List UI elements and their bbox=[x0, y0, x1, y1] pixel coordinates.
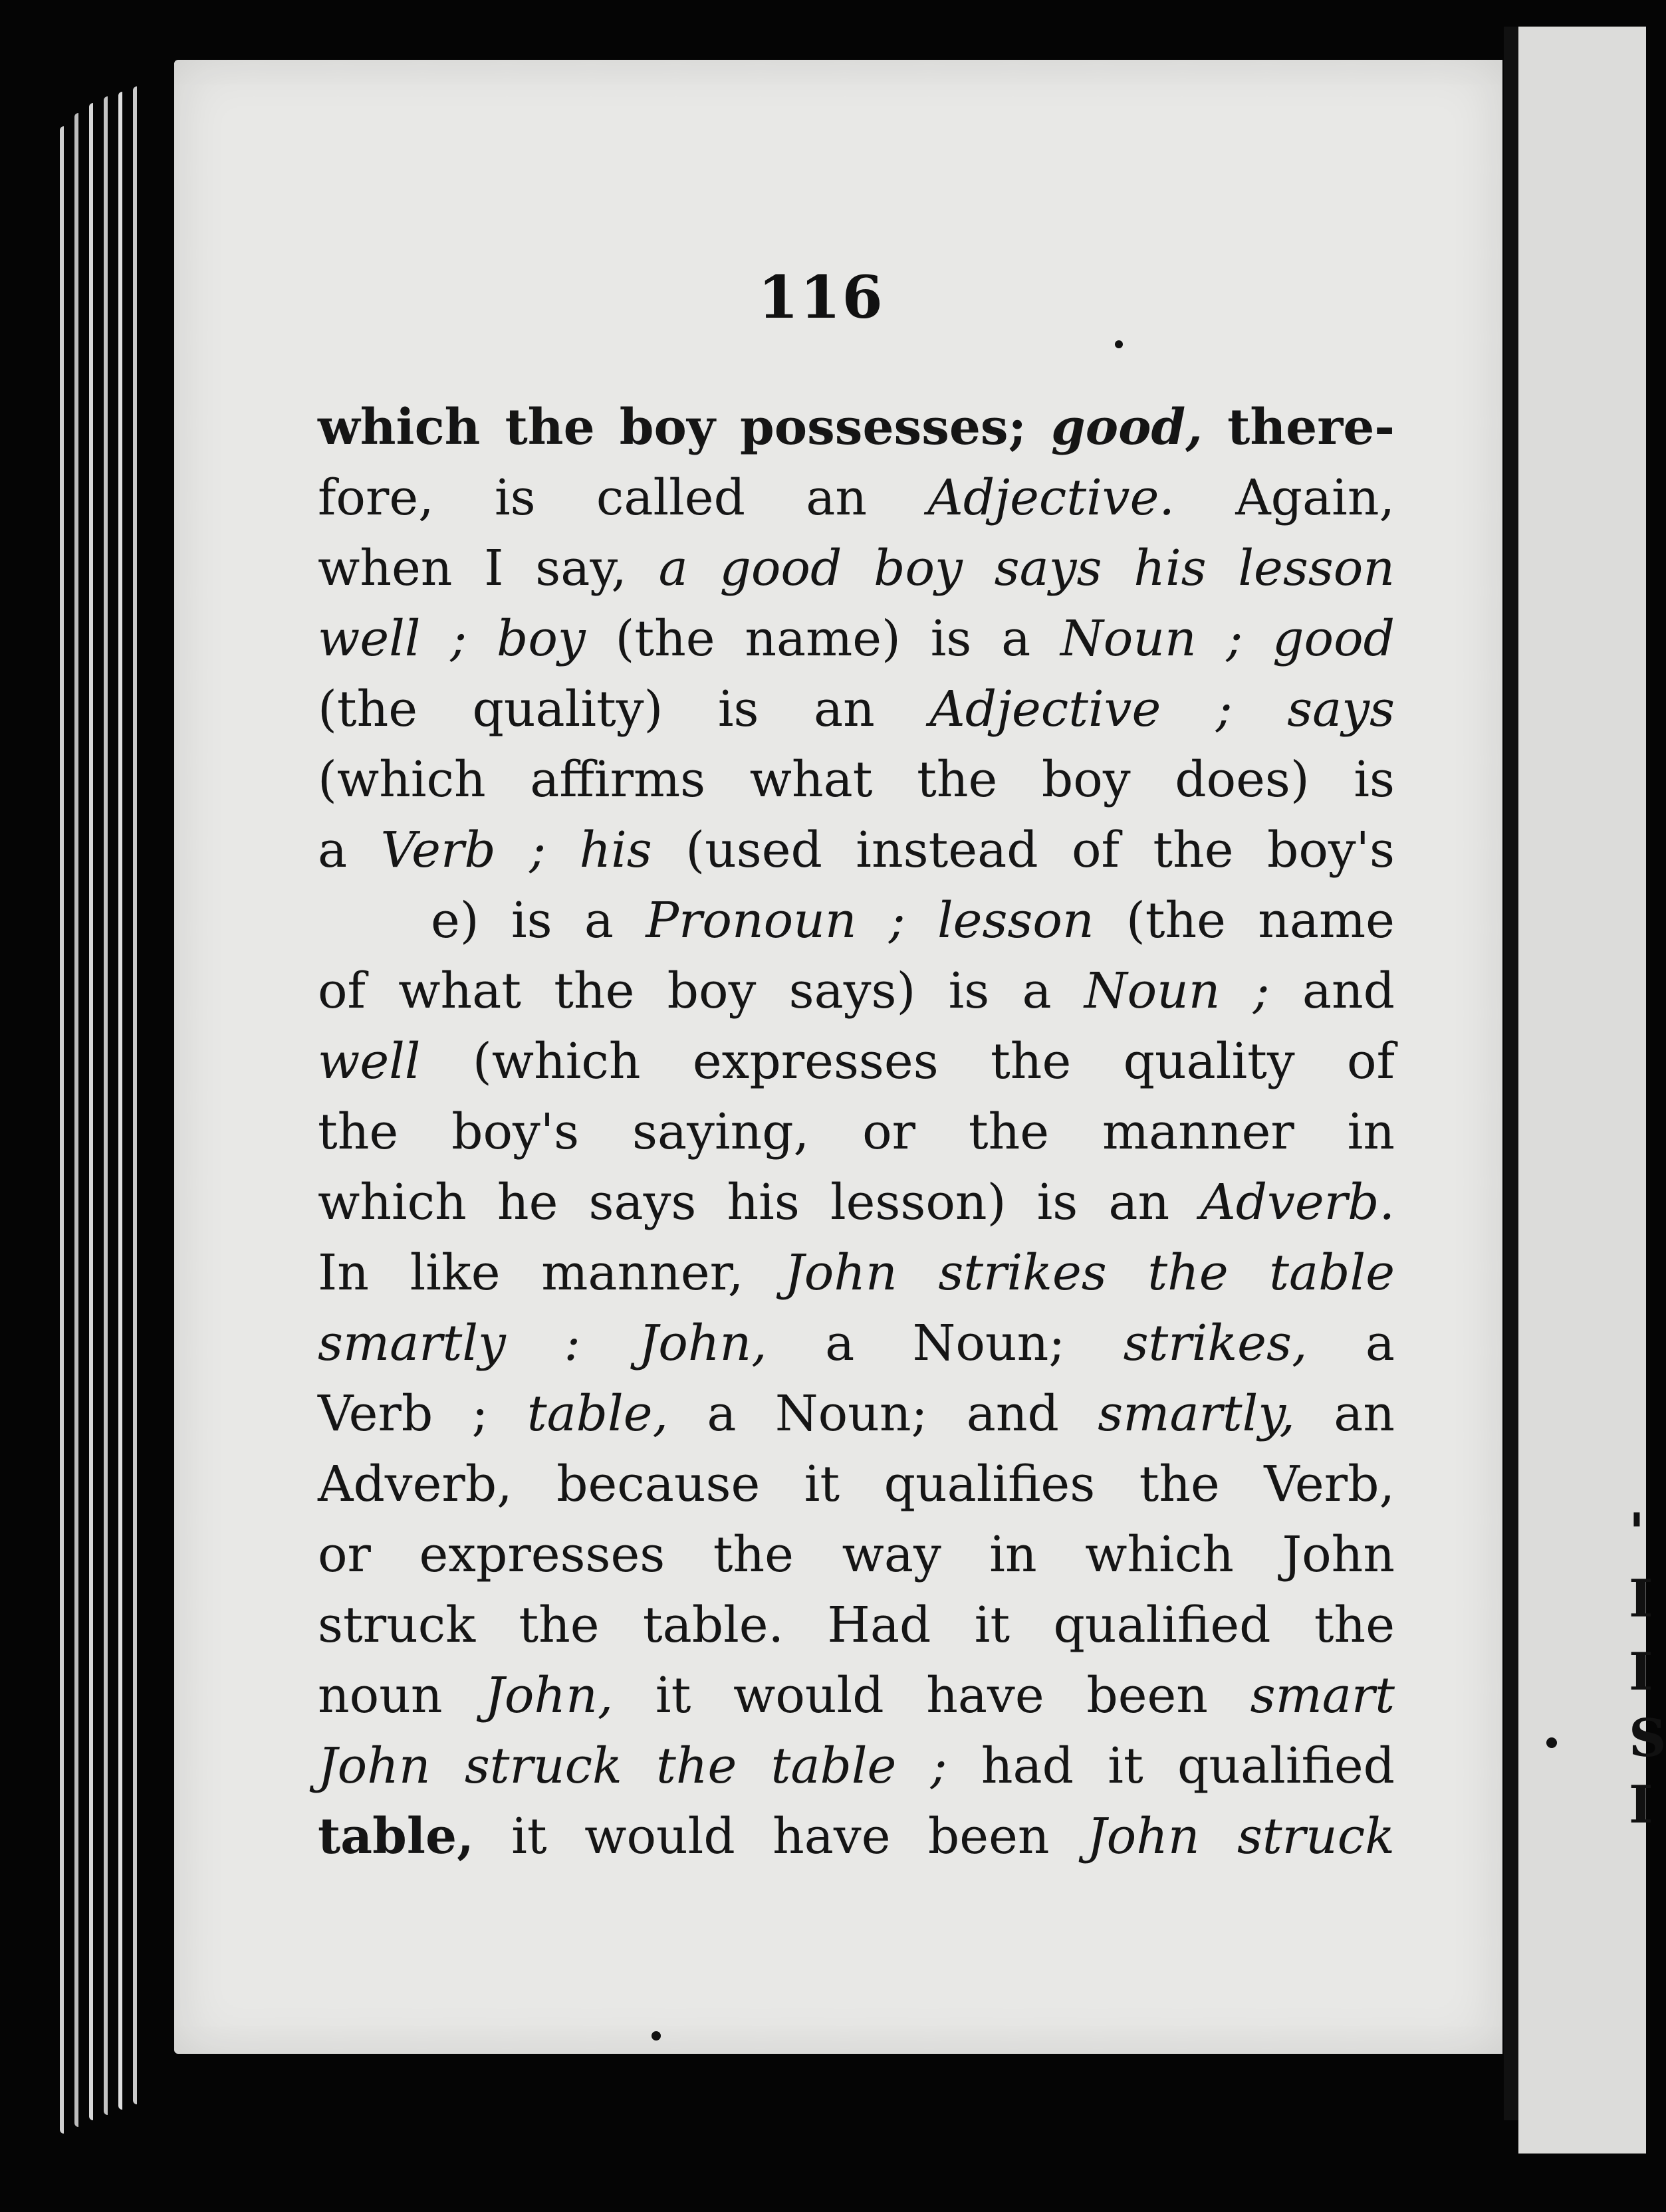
text-segment: a good boy says his lesson bbox=[658, 540, 1395, 597]
page-edge bbox=[133, 86, 137, 2104]
text-segment: John, bbox=[485, 1667, 614, 1724]
text-segment: there- bbox=[1203, 399, 1395, 456]
ink-dot bbox=[652, 2031, 661, 2041]
facing-page bbox=[1518, 27, 1646, 2154]
text-segment: of what the boy says) is a bbox=[318, 962, 1084, 1020]
text-segment: a bbox=[1307, 1315, 1395, 1372]
text-segment: John struck bbox=[1086, 1808, 1395, 1865]
text-line bbox=[318, 1660, 1395, 1731]
text-segment: Adverb. bbox=[1200, 1174, 1395, 1231]
text-segment: the boy's saying, or the manner in bbox=[318, 1103, 1395, 1161]
text-line bbox=[318, 1379, 1395, 1449]
text-line bbox=[318, 674, 1395, 744]
text-segment: (the quality) is an bbox=[318, 681, 930, 738]
text-segment: Verb ; his bbox=[380, 822, 652, 879]
text-segment: Again, bbox=[1174, 469, 1395, 526]
text-line bbox=[318, 956, 1395, 1026]
text-line bbox=[318, 1519, 1395, 1590]
text-segment: which the boy possesses; bbox=[318, 399, 1052, 456]
facing-page-glyph: ' bbox=[1629, 1502, 1645, 1563]
text-segment: well ; bbox=[318, 610, 467, 667]
text-segment: table, bbox=[318, 1808, 474, 1865]
page-edge bbox=[74, 113, 78, 2127]
text-line bbox=[318, 1097, 1395, 1167]
text-line bbox=[318, 744, 1395, 815]
text-segment: it would have been bbox=[613, 1667, 1250, 1724]
text-line bbox=[318, 392, 1395, 463]
text-line bbox=[318, 1731, 1395, 1801]
text-segment: boy bbox=[496, 610, 586, 667]
text-line bbox=[318, 604, 1395, 674]
facing-page-glyph: I bbox=[1629, 1642, 1653, 1702]
text-segment: smartly : bbox=[318, 1315, 581, 1372]
text-segment: when I say, bbox=[318, 540, 659, 597]
text-line bbox=[318, 1801, 1395, 1872]
text-segment: Adjective. bbox=[927, 469, 1175, 526]
text-segment: smartly, bbox=[1098, 1385, 1295, 1442]
text-segment: a Noun; bbox=[767, 1315, 1124, 1372]
text-segment: e) is a bbox=[431, 892, 646, 949]
text-segment: Adjective ; says bbox=[929, 681, 1395, 738]
page-edge bbox=[118, 92, 122, 2110]
text-segment: Verb ; bbox=[318, 1385, 527, 1442]
text-segment: well bbox=[318, 1033, 421, 1090]
text-line bbox=[318, 1167, 1395, 1238]
text-segment: smart bbox=[1250, 1667, 1395, 1724]
text-segment: strikes, bbox=[1123, 1315, 1308, 1372]
text-line bbox=[318, 1590, 1395, 1660]
text-segment: (the name bbox=[1094, 892, 1395, 949]
page-number: 116 bbox=[758, 263, 884, 332]
text-segment bbox=[580, 1315, 638, 1372]
text-segment: Noun ; good bbox=[1060, 610, 1395, 667]
text-line bbox=[318, 1026, 1395, 1097]
text-segment: which he says his lesson) is an bbox=[318, 1174, 1201, 1231]
text-segment: John, bbox=[638, 1315, 767, 1372]
text-line bbox=[318, 1238, 1395, 1308]
text-segment: good, bbox=[1051, 399, 1203, 456]
body-text bbox=[318, 392, 1395, 1872]
facing-page-dot bbox=[1546, 1737, 1557, 1748]
page-edge bbox=[89, 103, 93, 2120]
facing-page-glyph: S bbox=[1629, 1708, 1666, 1769]
text-segment: an bbox=[1294, 1385, 1395, 1442]
facing-page-glyph: I bbox=[1629, 1775, 1653, 1835]
text-segment: John strikes the table bbox=[784, 1244, 1395, 1301]
text-segment: John struck the table ; bbox=[318, 1737, 947, 1795]
text-segment: table, bbox=[527, 1385, 669, 1442]
text-segment: (the name) is a bbox=[585, 610, 1061, 667]
text-segment: (used instead of the boy's bbox=[652, 822, 1395, 879]
page-edges bbox=[60, 86, 173, 2134]
text-segment: Adverb, because it qualifies the Verb, bbox=[318, 1456, 1395, 1513]
text-line bbox=[318, 533, 1395, 604]
text-segment: fore, is called an bbox=[318, 469, 928, 526]
ink-dot bbox=[1115, 340, 1123, 348]
text-segment: struck the table. Had it qualified the bbox=[318, 1597, 1395, 1654]
text-segment: (which affirms what the boy does) is bbox=[318, 751, 1395, 808]
text-segment: a bbox=[318, 822, 381, 879]
text-line bbox=[318, 1449, 1395, 1519]
text-segment: noun bbox=[318, 1667, 485, 1724]
book-gutter bbox=[1504, 27, 1518, 2120]
text-segment: Pronoun ; lesson bbox=[646, 892, 1094, 949]
text-segment: and bbox=[1269, 962, 1395, 1020]
text-segment: or expresses the way in which John bbox=[318, 1526, 1395, 1583]
text-segment: had it qualified bbox=[947, 1737, 1395, 1795]
facing-page-glyph: I bbox=[1629, 1569, 1653, 1629]
text-segment: Noun ; bbox=[1084, 962, 1270, 1020]
text-line bbox=[318, 463, 1395, 533]
text-line bbox=[318, 1308, 1395, 1379]
page-edge bbox=[104, 96, 108, 2115]
text-line bbox=[318, 815, 1395, 885]
text-line bbox=[318, 885, 1395, 956]
page-edge bbox=[60, 126, 64, 2134]
text-segment: (which expresses the quality of bbox=[420, 1033, 1395, 1090]
text-segment: it would have been bbox=[473, 1808, 1087, 1865]
text-segment bbox=[467, 610, 497, 667]
text-segment: In like manner, bbox=[318, 1244, 785, 1301]
text-segment: a Noun; and bbox=[668, 1385, 1098, 1442]
